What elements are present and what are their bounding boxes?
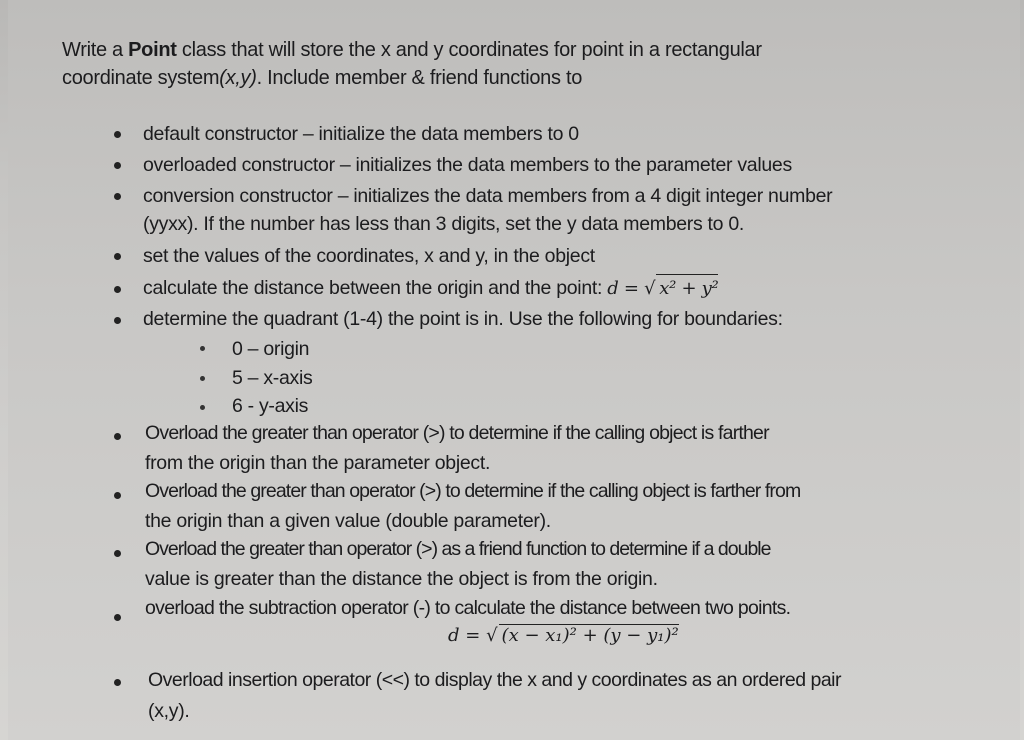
- distance-between-points-formula: [448, 624, 679, 647]
- list-item: conversion constructor – initializes the data members from a 4 digit integer number: [143, 185, 833, 207]
- distance-formula-lhs: d =: [607, 278, 645, 299]
- sub-list-item: 5 – x-axis: [232, 367, 313, 389]
- heading-text: coordinate system: [62, 67, 220, 89]
- bullet-icon: [114, 253, 121, 260]
- bullet-icon: [114, 162, 121, 169]
- bullet-icon: [114, 679, 121, 686]
- bullet-icon: [114, 193, 121, 200]
- list-item: overload the subtraction operator (-) to calculate the distance between two points.: [145, 597, 791, 619]
- list-item-continuation: from the origin than the parameter object.: [145, 452, 491, 474]
- bullet-icon: [114, 286, 121, 293]
- list-item: Overload the greater than operator (>) as a friend function to determine if a double: [145, 538, 771, 560]
- bullet-icon: [114, 317, 121, 324]
- list-item: determine the quadrant (1-4) the point is in. Use the following for boundaries:: [143, 308, 783, 330]
- list-item-continuation: the origin than a given value (double parameter).: [145, 510, 551, 532]
- sub-bullet-icon: [200, 376, 205, 381]
- sub-bullet-icon: [200, 405, 205, 410]
- heading-text: Write a: [62, 39, 129, 61]
- heading-text: . Include member & friend functions to: [256, 67, 583, 89]
- list-item-continuation: (x,y).: [148, 700, 190, 722]
- list-item: set the values of the coordinates, x and y, in the object: [143, 245, 595, 267]
- list-item: overloaded constructor – initializes the data members to the parameter values: [143, 154, 792, 176]
- list-item: Overload insertion operator (<<) to display the x and y coordinates as an ordered pair: [148, 669, 842, 691]
- list-item-text: calculate the distance between the origin and the point:: [143, 277, 608, 299]
- bullet-icon: [114, 492, 121, 499]
- distance-formula-radicand: x² + y²: [656, 274, 718, 303]
- bullet-icon: [114, 131, 121, 138]
- formula-lhs: d =: [448, 625, 487, 646]
- heading-text: class that will store the x and y coordinates for point in a rectangular: [176, 39, 762, 61]
- bullet-icon: [114, 550, 121, 557]
- sub-list-item: 6 - y-axis: [232, 395, 309, 417]
- list-item-continuation: value is greater than the distance the object is from the origin.: [145, 568, 658, 590]
- heading-coordinates: (x,y): [219, 67, 257, 89]
- sqrt-icon: √: [644, 278, 656, 299]
- heading-class-name: Point: [128, 39, 177, 61]
- list-item-with-formula: [143, 274, 718, 303]
- bullet-icon: [114, 433, 121, 440]
- bullet-icon: [114, 614, 121, 621]
- list-item: default constructor – initialize the data members to 0: [143, 123, 579, 145]
- sub-list-item: 0 – origin: [232, 338, 310, 360]
- list-item-continuation: (yyxx). If the number has less than 3 digits, set the y data members to 0.: [143, 213, 745, 235]
- sqrt-icon: √: [486, 625, 498, 646]
- list-item: Overload the greater than operator (>) to determine if the calling object is farther from: [145, 480, 801, 502]
- sub-bullet-icon: [200, 346, 205, 351]
- list-item: Overload the greater than operator (>) to determine if the calling object is farther: [145, 422, 769, 444]
- formula-radicand: (x − x₁)² + (y − y₁)²: [499, 624, 679, 646]
